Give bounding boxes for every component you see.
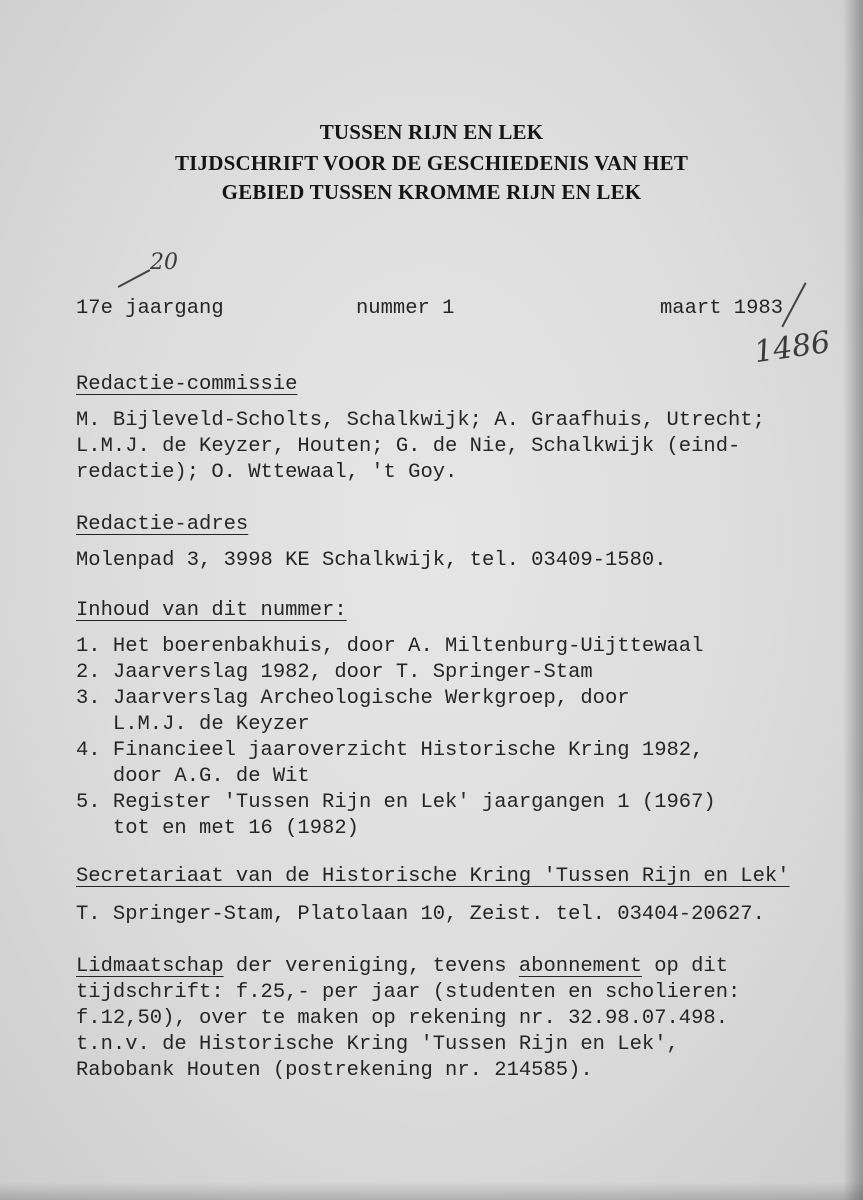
- handwritten-number: 20: [150, 250, 178, 275]
- membership-line: t.n.v. de Historische Kring 'Tussen Rijn en Lek',: [76, 1033, 679, 1056]
- contents-item: tot en met 16 (1982): [76, 817, 359, 840]
- editorial-committee-heading: Redactie-commissie: [76, 373, 298, 396]
- page-bottom-shadow: [0, 1182, 863, 1200]
- editorial-address-heading: Redactie-adres: [76, 513, 249, 536]
- handwritten-stroke: [118, 269, 150, 287]
- handwritten-slash: [781, 282, 806, 327]
- contents-heading: Inhoud van dit nummer:: [76, 599, 347, 622]
- committee-line: L.M.J. de Keyzer, Houten; G. de Nie, Schalkwijk (eind-: [76, 435, 741, 458]
- contents-item: 2. Jaarverslag 1982, door T. Springer-Stam: [76, 661, 593, 684]
- contents-item: door A.G. de Wit: [76, 765, 310, 788]
- membership-line: f.12,50), over te maken op rekening nr. 32.98.07.498.: [76, 1007, 729, 1030]
- committee-line: redactie); O. Wttewaal, 't Goy.: [76, 461, 458, 484]
- contents-item: 5. Register 'Tussen Rijn en Lek' jaargangen 1 (1967): [76, 791, 716, 814]
- volume-label: 17e jaargang: [76, 297, 224, 320]
- membership-text: op dit: [641, 955, 729, 978]
- membership-text: der vereniging, tevens: [223, 955, 519, 978]
- membership-line: Rabobank Houten (postrekening nr. 214585).: [76, 1059, 593, 1082]
- membership-term: Lidmaatschap: [76, 955, 224, 978]
- committee-line: M. Bijleveld-Scholts, Schalkwijk; A. Graafhuis, Utrecht;: [76, 409, 765, 432]
- membership-line: tijdschrift: f.25,- per jaar (studenten en scholieren:: [76, 981, 741, 1004]
- issue-number: nummer 1: [356, 297, 455, 320]
- editorial-address: Molenpad 3, 3998 KE Schalkwijk, tel. 03409-1580.: [76, 549, 667, 572]
- issue-date: maart 1983: [660, 297, 784, 320]
- secretariat-address: T. Springer-Stam, Platolaan 10, Zeist. tel. 03404-20627.: [76, 903, 765, 926]
- journal-subtitle-line2: GEBIED TUSSEN KROMME RIJN EN LEK: [221, 180, 642, 204]
- contents-item: 1. Het boerenbakhuis, door A. Miltenburg-Uijttewaal: [76, 635, 704, 658]
- journal-title: TUSSEN RIJN EN LEK: [319, 120, 544, 144]
- contents-item: 3. Jaarverslag Archeologische Werkgroep, door: [76, 687, 630, 710]
- membership-line: [76, 954, 728, 980]
- contents-item: L.M.J. de Keyzer: [76, 713, 310, 736]
- subscription-term: abonnement: [518, 955, 642, 978]
- journal-subtitle-line1: TIJDSCHRIFT VOOR DE GESCHIEDENIS VAN HET: [174, 151, 689, 175]
- secretariat-heading: Secretariaat van de Historische Kring 'Tussen Rijn en Lek': [76, 865, 790, 888]
- contents-item: 4. Financieel jaaroverzicht Historische Kring 1982,: [76, 739, 704, 762]
- handwritten-code: 1486: [751, 324, 833, 371]
